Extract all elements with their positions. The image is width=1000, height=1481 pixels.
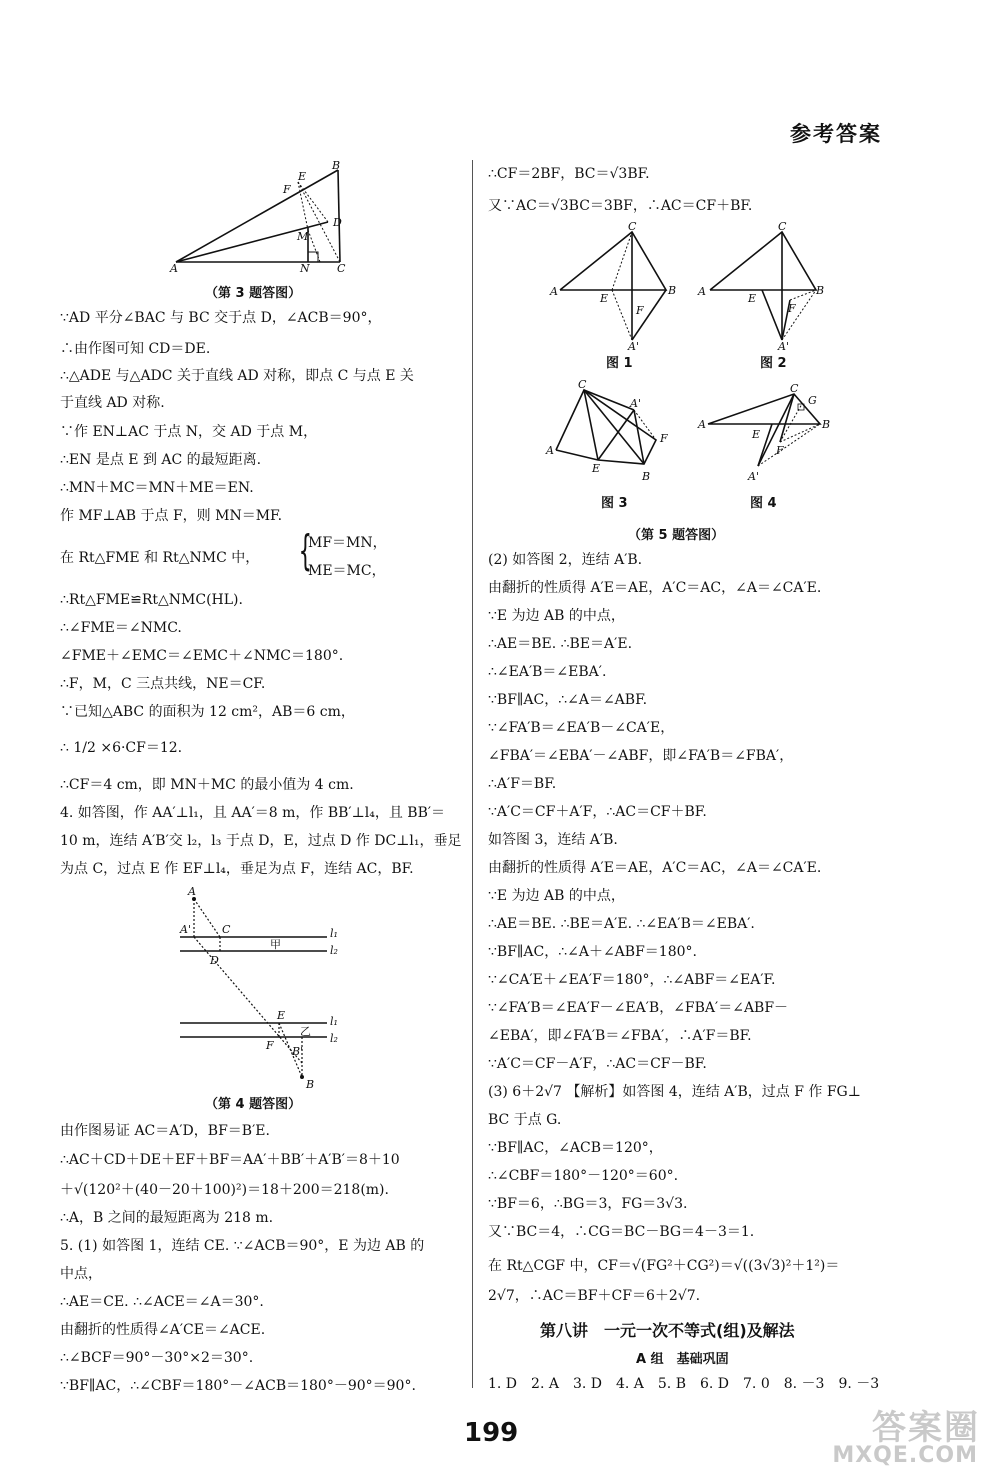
- text-line: 如答图 3，连结 A′B.: [488, 832, 618, 848]
- fig4-label-l2-bottom: l₂: [330, 1032, 338, 1045]
- section-subtitle: A 组 基础巩固: [636, 1352, 729, 1367]
- text-line: ∴A′F＝BF.: [488, 776, 557, 792]
- fig5-4-label-e: E: [752, 428, 761, 441]
- text-line: 5. (1) 如答图 1，连结 CE. ∵∠ACB＝90°，E 为边 AB 的: [60, 1238, 425, 1254]
- figure-5-4-diagram: [698, 382, 833, 486]
- fig5-3-label-a-prime: A': [630, 397, 641, 410]
- fig4-label-l2-top: l₂: [330, 944, 338, 957]
- section-title: 第八讲 一元一次不等式(组)及解法: [540, 1321, 795, 1340]
- page-number: 199: [464, 1418, 519, 1448]
- text-line: ∴AE＝BE. ∴BE＝A′E. ∴∠EA′B＝∠EBA′.: [488, 916, 755, 932]
- text-line: ∵BF∥AC，∴∠A＝∠ABF.: [488, 692, 648, 708]
- text-line: ∵BF∥AC，∠ACB＝120°，: [488, 1140, 663, 1156]
- text-line: ∵∠FA′B＝∠EA′B－∠CA′E，: [488, 720, 675, 736]
- text-line: ∴Rt△FME≌Rt△NMC(HL).: [60, 592, 243, 608]
- text-line: 在 Rt△CGF 中，CF＝√(FG²＋CG²)＝√((3√3)²＋1²)＝: [488, 1258, 840, 1274]
- fig5-4-label-c: C: [790, 382, 799, 395]
- figure-5-4-caption: 图 4: [750, 496, 777, 511]
- text-line: ∵E 为边 AB 的中点，: [488, 608, 625, 624]
- fig4-label-d: D: [210, 954, 219, 967]
- text-line: ∴∠FME＝∠NMC.: [60, 620, 182, 636]
- text-line: ∴△ADE 与△ADC 关于直线 AD 对称，即点 C 与点 E 关: [60, 368, 414, 384]
- text-line: 为点 C，过点 E 作 EF⊥l₄，垂足为点 F，连结 AC，BF.: [60, 861, 414, 877]
- page-header-title: 参考答案: [790, 122, 882, 146]
- text-line: BC 于点 G.: [488, 1112, 562, 1128]
- text-line: ∴由作图可知 CD＝DE.: [60, 341, 211, 357]
- text-line: ∴AE＝CE. ∴∠ACE＝∠A＝30°.: [60, 1294, 264, 1310]
- fig5-1-label-c: C: [628, 220, 637, 233]
- fig5-1-label-a: A: [550, 285, 558, 298]
- fig3-label-f: F: [283, 183, 291, 196]
- fig4-label-l1-top: l₁: [330, 927, 338, 940]
- text-line: ∴CF＝4 cm，即 MN＋MC 的最小值为 4 cm.: [60, 777, 354, 793]
- text-line: 在 Rt△FME 和 Rt△NMC 中，: [60, 550, 260, 566]
- fig5-3-label-c: C: [578, 378, 587, 391]
- text-line: ∴∠BCF＝90°－30°×2＝30°.: [60, 1350, 254, 1366]
- fig5-2-label-c: C: [778, 220, 787, 233]
- fig3-label-m: M: [297, 230, 309, 243]
- fig4-label-a: A: [188, 885, 196, 898]
- text-line: ∵BF＝6，∴BG＝3，FG＝3√3.: [488, 1196, 688, 1212]
- fig5-3-label-b: B: [642, 470, 651, 483]
- text-line: ∴F，M，C 三点共线，NE＝CF.: [60, 676, 266, 692]
- fig3-label-b: B: [332, 159, 341, 172]
- fig4-label-c: C: [222, 923, 231, 936]
- fig5-3-label-e: E: [592, 462, 601, 475]
- answer-line: 1. D 2. A 3. D 4. A 5. B 6. D 7. 0 8. －3 9. －3: [488, 1376, 880, 1392]
- brace: {: [298, 526, 313, 575]
- fig4-label-yi: 乙: [300, 1025, 311, 1038]
- text-line: ∵∠CA′E＋∠EA′F＝180°，∴∠ABF＝∠EA′F.: [488, 972, 776, 988]
- text-line: (3) 6＋2√7 【解析】如答图 4，连结 A′B，过点 F 作 FG⊥: [488, 1084, 861, 1100]
- text-line: ∴MN＋MC＝MN＋ME＝EN.: [60, 480, 254, 496]
- text-line: ∵∠FA′B＝∠EA′F－∠EA′B，∠FBA′＝∠ABF－: [488, 1000, 789, 1016]
- text-line: 又∵AC＝√3BC＝3BF，∴AC＝CF＋BF.: [488, 198, 753, 214]
- fig5-2-label-b: B: [816, 284, 825, 297]
- text-line: ∠FME＋∠EMC＝∠EMC＋∠NMC＝180°.: [60, 648, 344, 664]
- fig5-4-label-a: A: [698, 418, 706, 431]
- figure-5-2-caption: 图 2: [760, 356, 787, 371]
- fig5-2-label-f: F: [788, 302, 796, 315]
- figure-5-3-diagram: [546, 380, 676, 488]
- text-line: 于直线 AD 对称.: [60, 395, 165, 411]
- text-line: ∴CF＝2BF，BC＝√3BF.: [488, 166, 650, 182]
- text-line: ∵A′C＝CF＋A′F，∴AC＝CF＋BF.: [488, 804, 707, 820]
- text-line: 由翻折的性质得 A′E＝AE，A′C＝AC，∠A＝∠CA′E.: [488, 860, 822, 876]
- text-line: 中点，: [60, 1266, 102, 1282]
- text-line: ∠FBA′＝∠EBA′－∠ABF，即∠FA′B＝∠FBA′，: [488, 748, 794, 764]
- fig5-1-label-f: F: [636, 304, 644, 317]
- fig3-label-c: C: [337, 262, 346, 275]
- text-line: ∴AC＋CD＋DE＋EF＋BF＝AA′＋BB′＋A′B′＝8＋10: [60, 1152, 400, 1168]
- text-line: 由翻折的性质得 A′E＝AE，A′C＝AC，∠A＝∠CA′E.: [488, 580, 822, 596]
- figure-5-3-caption: 图 3: [601, 496, 628, 511]
- text-line: ∵BF∥AC，∴∠A＋∠ABF＝180°.: [488, 944, 697, 960]
- figure-5-1-caption: 图 1: [606, 356, 633, 371]
- watermark-url: MXQE.COM: [832, 1443, 978, 1468]
- brace-item: ME＝MC，: [308, 563, 386, 579]
- fig4-label-e: E: [277, 1009, 286, 1022]
- text-line: ∴ 1/2 ×6·CF＝12.: [60, 740, 183, 756]
- text-line: ∵作 EN⊥AC 于点 N，交 AD 于点 M，: [60, 424, 318, 440]
- fig4-label-a-prime: A': [180, 923, 191, 936]
- watermark-logo: 答案圈: [872, 1408, 980, 1448]
- fig5-1-label-e: E: [600, 292, 609, 305]
- text-line: (2) 如答图 2，连结 A′B.: [488, 552, 643, 568]
- column-divider: [472, 160, 473, 1388]
- fig5-2-label-a: A: [698, 285, 706, 298]
- text-line: ＋√(120²＋(40－20＋100)²)＝18＋200＝218(m).: [60, 1182, 389, 1198]
- fig4-label-l1-bottom: l₁: [330, 1015, 338, 1028]
- text-line: 由翻折的性质得∠A′CE＝∠ACE.: [60, 1322, 266, 1338]
- text-line: ∵BF∥AC，∴∠CBF＝180°－∠ACB＝180°－90°＝90°.: [60, 1378, 416, 1394]
- text-line: ∵A′C＝CF－A′F，∴AC＝CF－BF.: [488, 1056, 707, 1072]
- figure-5-2-diagram: [698, 220, 825, 353]
- fig5-4-label-g: G: [808, 394, 817, 407]
- fig4-label-b-prime: B': [292, 1045, 304, 1058]
- fig5-1-label-b: B: [668, 284, 677, 297]
- text-line: 2√7，∴AC＝BF＋CF＝6＋2√7.: [488, 1288, 701, 1304]
- fig3-label-n: N: [300, 262, 310, 275]
- text-line: 10 m，连结 A′B′交 l₂，l₃ 于点 D，E，过点 D 作 DC⊥l₁，垂足: [60, 833, 462, 849]
- text-line: 作 MF⊥AB 于点 F，则 MN＝MF.: [60, 508, 283, 524]
- text-line: ∴EN 是点 E 到 AC 的最短距离.: [60, 452, 262, 468]
- brace-item: MF＝MN，: [308, 535, 387, 551]
- fig4-label-jia: 甲: [270, 938, 281, 951]
- text-line: 4. 如答图，作 AA′⊥l₁，且 AA′＝8 m，作 BB′⊥l₄，且 BB′＝: [60, 805, 446, 821]
- figure-3-diagram: [170, 160, 360, 275]
- text-line: ∠EBA′，即∠FA′B＝∠FBA′，∴A′F＝BF.: [488, 1028, 752, 1044]
- fig3-label-d: D: [333, 216, 342, 229]
- fig5-4-label-a-prime: A': [748, 470, 759, 483]
- fig5-4-label-f: F: [776, 444, 784, 457]
- fig4-label-f: F: [266, 1039, 274, 1052]
- fig5-4-label-b: B: [822, 418, 831, 431]
- fig5-2-label-e: E: [748, 292, 757, 305]
- text-line: ∵AD 平分∠BAC 与 BC 交于点 D，∠ACB＝90°，: [60, 310, 382, 326]
- figure-3-caption: （第 3 题答图）: [205, 286, 302, 301]
- figure-5-caption: （第 5 题答图）: [628, 528, 725, 543]
- text-line: ∴AE＝BE. ∴BE＝A′E.: [488, 636, 633, 652]
- text-line: ∴A，B 之间的最短距离为 218 m.: [60, 1210, 274, 1226]
- text-line: ∵E 为边 AB 的中点，: [488, 888, 625, 904]
- text-line: ∵已知△ABC 的面积为 12 cm²，AB＝6 cm，: [60, 704, 355, 720]
- figure-4-diagram: [172, 885, 352, 1090]
- text-line: 又∵BC＝4，∴CG＝BC－BG＝4－3＝1.: [488, 1224, 755, 1240]
- fig3-label-e: E: [298, 170, 307, 183]
- fig5-2-label-a-prime: A': [778, 340, 789, 353]
- text-line: ∴∠EA′B＝∠EBA′.: [488, 664, 607, 680]
- fig5-3-label-a: A: [546, 444, 554, 457]
- fig4-label-b: B: [306, 1078, 315, 1091]
- text-line: ∴∠CBF＝180°－120°＝60°.: [488, 1168, 679, 1184]
- fig3-label-a: A: [170, 262, 178, 275]
- fig5-1-label-a-prime: A': [628, 340, 639, 353]
- figure-5-1-diagram: [550, 220, 677, 353]
- figure-4-caption: （第 4 题答图）: [205, 1097, 302, 1112]
- fig5-3-label-f: F: [660, 432, 668, 445]
- text-line: 由作图易证 AC＝A′D，BF＝B′E.: [60, 1123, 270, 1139]
